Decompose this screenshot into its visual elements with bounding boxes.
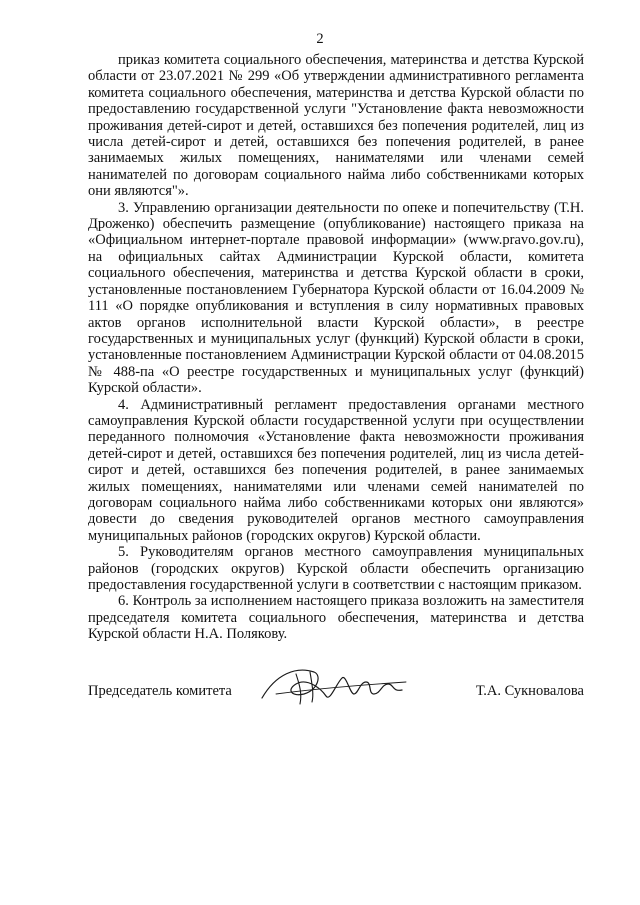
signatory-role: Председатель комитета	[88, 683, 232, 699]
signature-block	[88, 672, 584, 712]
page-number: 2	[316, 31, 324, 47]
document-body	[88, 52, 584, 643]
signatory-name: Т.А. Сукновалова	[475, 683, 584, 699]
paragraph-5: 5. Руководителям органов местного самоуправления муниципальных районов (городских округов) Курской области обеспечить организацию предоставления государственной услуги в соответствии с настоящим приказом.	[88, 544, 584, 593]
paragraph-4: 4. Административный регламент предоставления органами местного самоуправления Курской области государственной услуги при осуществлении переданного полномочия «Установление факта невозможности проживания детей-сирот и детей, оставшихся без попечения родителей, лиц из числа детей-сирот и детей, оставшихся без попечения родителей, в ранее занимаемых жилых помещениях, нанимателями или членами семей нанимателей по договорам социального найма либо собственниками которых они являются» довести до сведения руководителей органов местного самоуправления муниципальных районов (городских округов) Курской области.	[88, 396, 584, 544]
paragraph-continuation: приказ комитета социального обеспечения, материнства и детства Курской области от 23.07.2021 № 299 «Об утверждении административного регламента комитета социального обеспечения, материнства и детства Курской области по предоставлению государственной услуги "Установление факта невозможности проживания детей-сирот и детей, оставшихся без попечения родителей, лиц из числа детей-сирот и детей, оставшихся без попечения родителей, в ранее занимаемых жилых помещениях, нанимателями или членами семей нанимателей по договорам социального найма либо собственниками которых они являются"».	[88, 52, 584, 200]
paragraph-3: 3. Управлению организации деятельности по опеке и попечительству (Т.Н. Дроженко) обеспечить размещение (опубликование) настоящего приказа на «Официальном интернет-портале правовой информации» (www.pravo.gov.ru), на официальных сайтах Администрации Курской области, комитета социального обеспечения, материнства и детства Курской области в сроки, установленные постановлением Губернатора Курской области от 16.04.2009 № 111 «О порядке опубликования и вступления в силу нормативных правовых актов органов исполнительной власти Курской области», в реестре государственных и муниципальных услуг (функций) Курской области в сроки, установленные постановлением Администрации Курской области от 04.08.2015 № 488-па «О реестре государственных и муниципальных услуг (функций) Курской области».	[88, 199, 584, 397]
handwritten-signature	[256, 664, 408, 710]
paragraph-6: 6. Контроль за исполнением настоящего приказа возложить на заместителя председателя комитета социального обеспечения, материнства и детства Курской области Н.А. Полякову.	[88, 593, 584, 643]
